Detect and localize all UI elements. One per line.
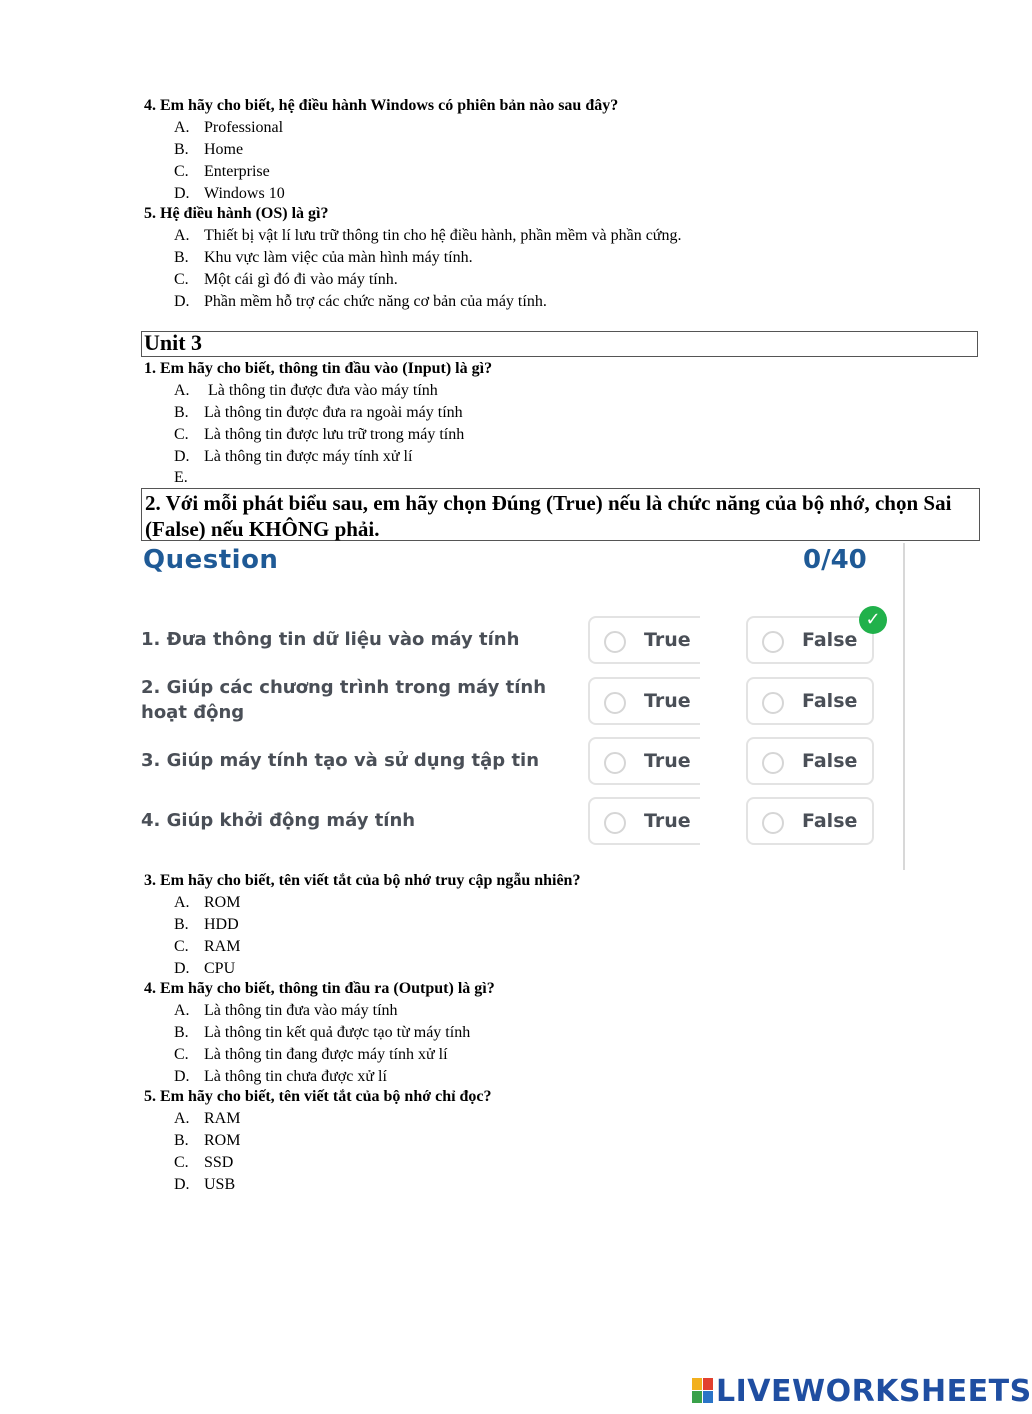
option-letter: D. (174, 448, 190, 465)
option-letter: E. (174, 469, 188, 486)
option-d[interactable] (174, 960, 235, 978)
divider (903, 543, 905, 870)
radio-icon (762, 812, 784, 834)
quiz-title: Question (143, 545, 279, 575)
option-letter: A. (174, 227, 190, 244)
false-label: False (802, 810, 858, 832)
option-d[interactable] (174, 185, 285, 203)
false-button[interactable] (746, 677, 874, 725)
option-b[interactable] (174, 141, 243, 159)
true-button[interactable] (588, 677, 700, 725)
option-letter: D. (174, 185, 190, 202)
question-4-heading: 4. Em hãy cho biết, hệ điều hành Windows có phiên bản nào sau đây? (144, 97, 619, 114)
option-b[interactable] (174, 1132, 240, 1150)
option-c[interactable] (174, 1154, 233, 1172)
option-text: ROM (204, 1132, 241, 1149)
option-letter: C. (174, 1046, 189, 1063)
statement-2: 2. Giúp các chương trình trong máy tính hoạt động (141, 677, 547, 723)
option-b[interactable] (174, 404, 463, 422)
unit-heading: Unit 3 (144, 330, 203, 355)
true-button[interactable] (588, 797, 700, 845)
option-text: Home (204, 141, 244, 158)
radio-icon (604, 752, 626, 774)
option-text: USB (204, 1176, 236, 1193)
option-c[interactable] (174, 1046, 448, 1064)
option-d[interactable] (174, 1068, 387, 1086)
logo-text: LIVEWORKSHEETS (716, 1374, 1032, 1409)
option-a[interactable] (174, 1110, 240, 1128)
true-button[interactable] (588, 616, 700, 664)
unit3-question-2-heading: 2. Với mỗi phát biểu sau, em hãy chọn Đúng (True) nếu là chức năng của bộ nhớ, chọn Sai (False) nếu KHÔNG phải. (141, 488, 980, 541)
true-button[interactable] (588, 737, 700, 785)
check-circle-icon: ✓ (859, 606, 887, 634)
option-letter: B. (174, 1024, 189, 1041)
option-letter: C. (174, 426, 189, 443)
option-letter: B. (174, 141, 189, 158)
unit3-question-3-heading: 3. Em hãy cho biết, tên viết tắt của bộ nhớ truy cập ngẫu nhiên? (144, 872, 581, 889)
option-b[interactable] (174, 249, 473, 267)
option-d[interactable] (174, 1176, 235, 1194)
option-text: ROM (204, 894, 241, 911)
option-letter: C. (174, 938, 189, 955)
option-text: Là thông tin chưa được xử lí (204, 1068, 387, 1085)
option-text: SSD (204, 1154, 234, 1171)
radio-icon (762, 631, 784, 653)
quiz-score: 0/40 (803, 545, 867, 575)
true-label: True (644, 629, 691, 651)
radio-icon (762, 752, 784, 774)
option-letter: A. (174, 1002, 190, 1019)
option-letter: C. (174, 163, 189, 180)
option-letter: D. (174, 1176, 190, 1193)
unit3-question-4-heading: 4. Em hãy cho biết, thông tin đầu ra (Output) là gì? (144, 980, 495, 997)
option-letter: B. (174, 1132, 189, 1149)
unit3-question-5-heading: 5. Em hãy cho biết, tên viết tắt của bộ nhớ chỉ đọc? (144, 1088, 492, 1105)
option-d[interactable] (174, 448, 412, 466)
option-letter: B. (174, 916, 189, 933)
option-text: RAM (204, 938, 241, 955)
option-a[interactable] (174, 382, 438, 400)
true-false-quiz (141, 543, 906, 870)
unit-heading-box (141, 331, 978, 357)
option-letter: B. (174, 404, 189, 421)
option-text: Là thông tin được đưa vào máy tính (204, 382, 438, 399)
unit3-question-1-heading: 1. Em hãy cho biết, thông tin đầu vào (Input) là gì? (144, 360, 493, 377)
statement-3: 3. Giúp máy tính tạo và sử dụng tập tin (141, 750, 540, 771)
option-letter: A. (174, 894, 190, 911)
option-a[interactable] (174, 894, 240, 912)
option-a[interactable] (174, 119, 283, 137)
option-b[interactable] (174, 916, 239, 934)
false-button[interactable] (746, 616, 874, 664)
false-button[interactable] (746, 797, 874, 845)
option-text: Thiết bị vật lí lưu trữ thông tin cho hệ điều hành, phần mềm và phần cứng. (204, 227, 682, 244)
option-a[interactable] (174, 1002, 398, 1020)
option-c[interactable] (174, 163, 270, 181)
option-text: Là thông tin được đưa ra ngoài máy tính (204, 404, 463, 421)
option-text: Phần mềm hỗ trợ các chức năng cơ bản của máy tính. (204, 293, 547, 310)
false-button[interactable] (746, 737, 874, 785)
radio-icon (604, 812, 626, 834)
option-text: Là thông tin đang được máy tính xử lí (204, 1046, 448, 1063)
liveworksheets-logo (692, 1374, 1032, 1409)
option-letter: D. (174, 1068, 190, 1085)
option-c[interactable] (174, 938, 240, 956)
statement-1: 1. Đưa thông tin dữ liệu vào máy tính (141, 629, 520, 650)
option-c[interactable] (174, 426, 464, 444)
true-label: True (644, 750, 691, 772)
true-label: True (644, 690, 691, 712)
option-text: RAM (204, 1110, 241, 1127)
option-letter: A. (174, 1110, 190, 1127)
option-text: Là thông tin được máy tính xử lí (204, 448, 413, 465)
option-text: Professional (204, 119, 284, 136)
option-letter: A. (174, 382, 190, 399)
option-letter: C. (174, 1154, 189, 1171)
option-text: Là thông tin được lưu trữ trong máy tính (204, 426, 465, 443)
question-5-heading: 5. Hệ điều hành (OS) là gì? (144, 205, 329, 222)
false-label: False (802, 750, 858, 772)
option-d[interactable] (174, 293, 547, 311)
option-text: CPU (204, 960, 236, 977)
option-e[interactable] (174, 469, 204, 487)
statement-4: 4. Giúp khởi động máy tính (141, 810, 416, 831)
option-a[interactable] (174, 227, 681, 245)
option-letter: D. (174, 960, 190, 977)
option-letter: A. (174, 119, 190, 136)
option-letter: C. (174, 271, 189, 288)
option-text: Windows 10 (204, 185, 285, 202)
option-b[interactable] (174, 1024, 470, 1042)
true-label: True (644, 810, 691, 832)
false-label: False (802, 629, 858, 651)
option-c[interactable] (174, 271, 398, 289)
option-letter: B. (174, 249, 189, 266)
option-text: Là thông tin đưa vào máy tính (204, 1002, 398, 1019)
option-letter: D. (174, 293, 190, 310)
option-text: Là thông tin kết quả được tạo từ máy tính (204, 1024, 471, 1041)
option-text: Một cái gì đó đi vào máy tính. (204, 271, 398, 288)
option-text: Khu vực làm việc của màn hình máy tính. (204, 249, 473, 266)
liveworksheets-mark-icon (692, 1378, 714, 1404)
radio-icon (762, 692, 784, 714)
option-text: Enterprise (204, 163, 270, 180)
option-text: HDD (204, 916, 239, 933)
radio-icon (604, 631, 626, 653)
false-label: False (802, 690, 858, 712)
radio-icon (604, 692, 626, 714)
